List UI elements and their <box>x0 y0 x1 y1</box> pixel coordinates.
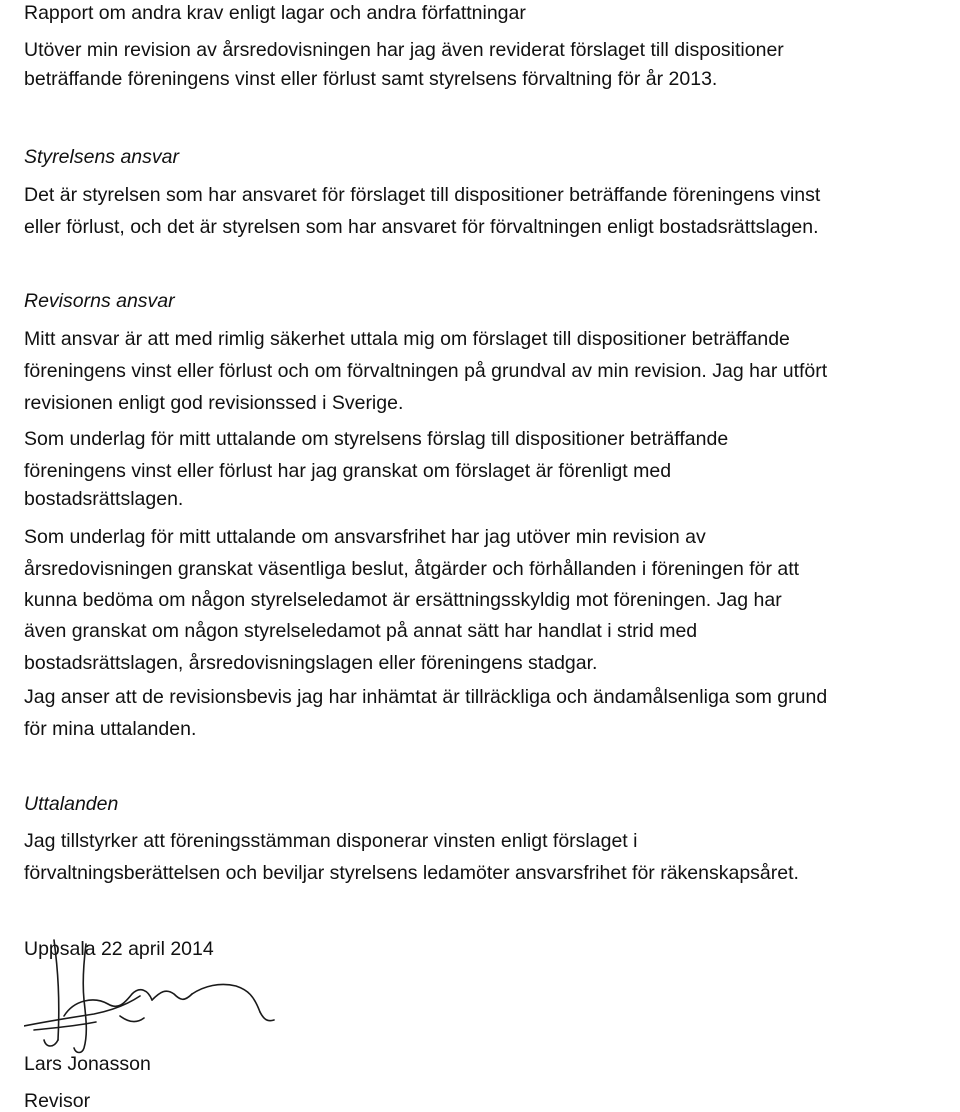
statements-line-2: förvaltningsberättelsen och beviljar styrelsens ledamöter ansvarsfrihet för räkenskapsåret. <box>24 862 799 884</box>
auditor-responsibility-heading: Revisorns ansvar <box>24 290 175 312</box>
auditor-p4-line-1: Jag anser att de revisionsbevis jag har inhämtat är tillräckliga och ändamålsenliga som grund <box>24 686 828 708</box>
auditor-p1-line-2: föreningens vinst eller förlust och om förvaltningen på grundval av min revision. Jag har utfört <box>24 360 828 382</box>
auditor-p1-line-3: revisionen enligt god revisionssed i Sverige. <box>24 392 404 414</box>
signer-name: Lars Jonasson <box>24 1053 151 1075</box>
board-responsibility-heading: Styrelsens ansvar <box>24 146 179 168</box>
auditor-p2-line-1: Som underlag för mitt uttalande om styrelsens förslag till dispositioner beträffande <box>24 428 729 450</box>
auditor-p3-line-3: kunna bedöma om någon styrelseledamot är ersättningsskyldig mot föreningen. Jag har <box>24 589 782 611</box>
section-title: Rapport om andra krav enligt lagar och andra författningar <box>24 2 526 24</box>
board-text-line-1: Det är styrelsen som har ansvaret för förslaget till dispositioner beträffande föreningens vinst <box>24 184 821 206</box>
statements-line-1: Jag tillstyrker att föreningsstämman disponerar vinsten enligt förslaget i <box>24 830 638 852</box>
signer-title: Revisor <box>24 1090 91 1112</box>
auditor-p1-line-1: Mitt ansvar är att med rimlig säkerhet uttala mig om förslaget till dispositioner beträffande <box>24 328 790 350</box>
statements-heading: Uttalanden <box>24 793 119 815</box>
auditor-p3-line-2: årsredovisningen granskat väsentliga beslut, åtgärder och förhållanden i föreningen för att <box>24 558 800 580</box>
auditor-p2-line-3: bostadsrättslagen. <box>24 488 184 510</box>
intro-line-2: beträffande föreningens vinst eller förlust samt styrelsens förvaltning för år 2013. <box>24 68 718 90</box>
auditor-p4-line-2: för mina uttalanden. <box>24 718 197 740</box>
auditor-p3-line-5: bostadsrättslagen, årsredovisningslagen eller föreningens stadgar. <box>24 652 598 674</box>
auditor-p2-line-2: föreningens vinst eller förlust har jag granskat om förslaget är förenligt med <box>24 460 672 482</box>
board-text-line-2: eller förlust, och det är styrelsen som har ansvaret för förvaltningen enligt bostadsrättslagen. <box>24 216 819 238</box>
intro-line-1: Utöver min revision av årsredovisningen har jag även reviderat förslaget till dispositioner <box>24 39 784 61</box>
auditor-p3-line-4: även granskat om någon styrelseledamot på annat sätt har handlat i strid med <box>24 620 698 642</box>
place-date: Uppsala 22 april 2014 <box>24 938 214 960</box>
auditor-p3-line-1: Som underlag för mitt uttalande om ansvarsfrihet har jag utöver min revision av <box>24 526 706 548</box>
